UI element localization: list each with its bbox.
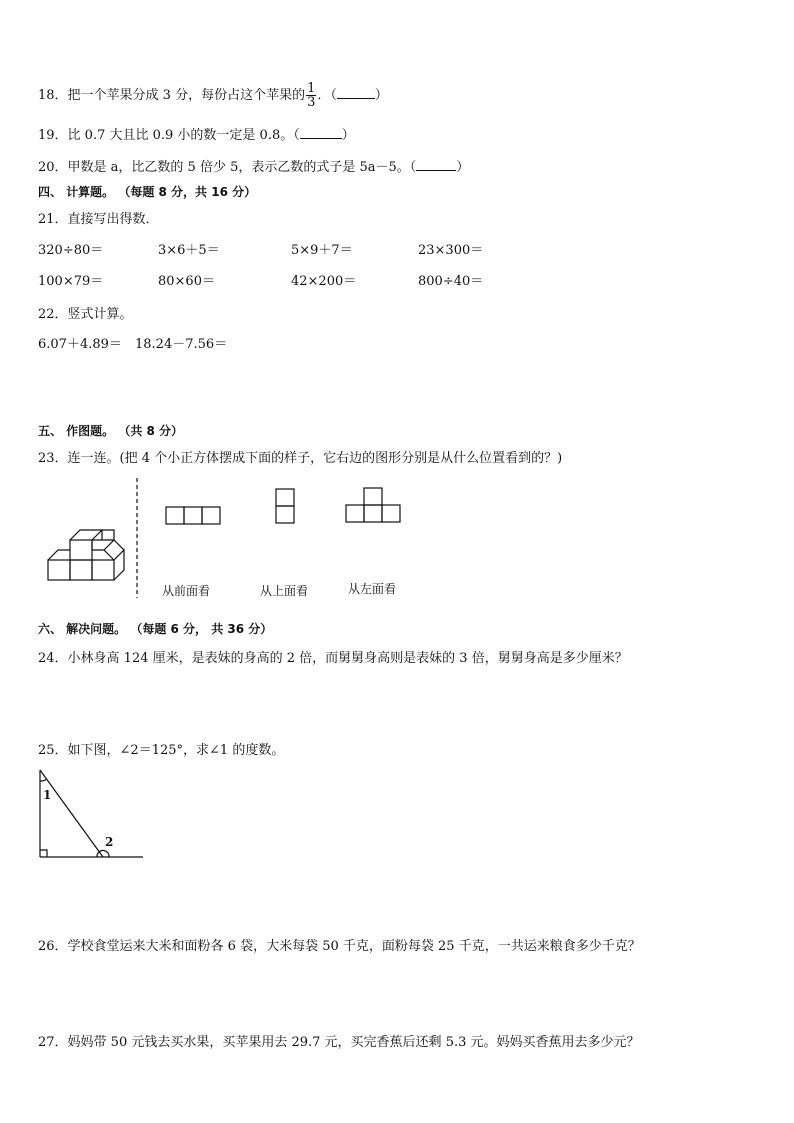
question-19: 19．比 0.7 大且比 0.9 小的数一定是 0.8。（ ） — [38, 128, 355, 143]
stacked-cubes-figure — [48, 530, 124, 580]
angle-1-label: 1 — [43, 788, 52, 802]
question-23-text: 23．连一连。(把 4 个小正方体摆成下面的样子，它右边的图形分别是从什么位置看到的？) — [38, 451, 563, 466]
right-triangle-figure — [40, 770, 143, 857]
top-view-label: 从上面看 — [260, 584, 309, 598]
calc-item: 320÷80＝ — [38, 243, 104, 258]
angle-2-label: 2 — [105, 835, 114, 849]
left-view-label: 从左面看 — [348, 582, 397, 596]
vertical-calc-item: 18.24－7.56＝ — [135, 337, 228, 352]
question-24-text: 24．小林身高 124 厘米，是表妹的身高的 2 倍，而舅舅身高则是表妹的 3 倍，舅舅身高是多少厘米？ — [38, 651, 628, 666]
calc-item: 800÷40＝ — [418, 274, 484, 289]
question-18: 18．把一个苹果分成 3 分，每份占这个苹果的 $\frac{1}{3}$ ．（ ） — [38, 81, 388, 110]
question-18-text: 18．把一个苹果分成 3 分，每份占这个苹果的 — [38, 88, 306, 103]
question-26-text: 26．学校食堂运来大米和面粉各 6 袋，大米每袋 50 千克，面粉每袋 25 千克，一共运来粮食多少千克？ — [38, 939, 641, 954]
section-6-heading: 六、 解决问题。 （每题 6 分， 共 36 分） — [38, 622, 273, 636]
question-19-text: 19．比 0.7 大且比 0.9 小的数一定是 0.8。（ — [38, 128, 300, 143]
front-view-label: 从前面看 — [162, 584, 211, 598]
question-22-text: 22．竖式计算。 — [38, 307, 133, 322]
question-20: 20．甲数是 a，比乙数的 5 倍少 5，表示乙数的式子是 5a－5。（ ） — [38, 160, 470, 175]
calc-item: 100×79＝ — [38, 274, 104, 289]
question-25-text: 25．如下图，∠2＝125°，求∠1 的度数。 — [38, 743, 285, 758]
vertical-calc-item: 6.07＋4.89＝ — [38, 337, 122, 352]
calc-item: 23×300＝ — [418, 243, 484, 258]
left-view-shape — [346, 488, 400, 522]
calc-item: 5×9＋7＝ — [291, 243, 353, 258]
section-5-heading: 五、 作图题。 （共 8 分） — [38, 424, 184, 438]
calc-item: 42×200＝ — [291, 274, 357, 289]
fraction-one-third: $\frac{1}{3}$ — [307, 81, 316, 110]
calc-item: 80×60＝ — [158, 274, 215, 289]
front-view-shape — [166, 507, 220, 524]
section-4-heading: 四、 计算题。 （每题 8 分，共 16 分） — [38, 185, 257, 199]
question-20-text: 20．甲数是 a，比乙数的 5 倍少 5，表示乙数的式子是 5a－5。（ — [38, 160, 417, 175]
question-21-text: 21．直接写出得数． — [38, 212, 159, 227]
question-27-text: 27．妈妈带 50 元钱去买水果，买苹果用去 29.7 元，买完香蕉后还剩 5.3 元。妈妈买香蕉用去多少元？ — [38, 1035, 640, 1050]
top-view-shape — [276, 489, 294, 523]
calc-item: 3×6＋5＝ — [158, 243, 220, 258]
